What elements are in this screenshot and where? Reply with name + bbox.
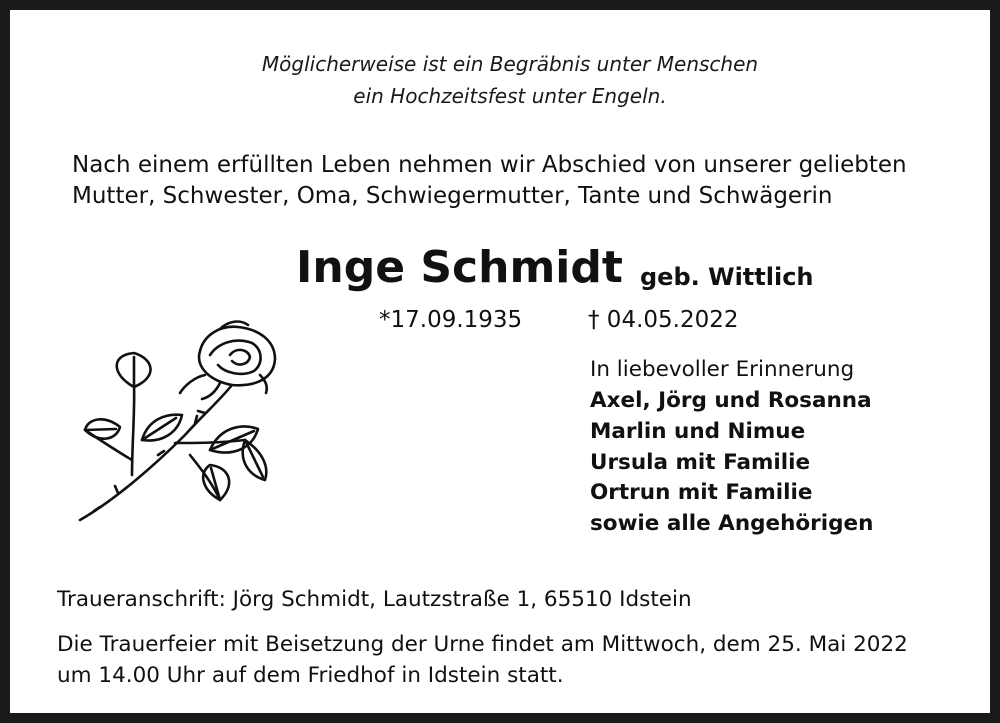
mourner-name: Axel, Jörg und Rosanna	[590, 388, 872, 413]
deceased-name: Inge Schmidt	[296, 242, 623, 293]
mourner-name: sowie alle Angehörigen	[590, 511, 874, 536]
quote-line-1: Möglicherweise ist ein Begräbnis unter Menschen	[261, 52, 759, 76]
intro-line-2: Mutter, Schwester, Oma, Schwiegermutter, Tante und Schwägerin	[72, 183, 833, 209]
ceremony-line-2: um 14.00 Uhr auf dem Friedhof in Idstein statt.	[57, 663, 564, 688]
mourners-heading: In liebevoller Erinnerung	[590, 357, 855, 382]
mourning-address: Traueranschrift: Jörg Schmidt, Lautzstraße 1, 65510 Idstein	[57, 587, 692, 612]
death-date: † 04.05.2022	[588, 307, 739, 333]
mourner-name: Marlin und Nimue	[590, 419, 806, 444]
rose-icon	[70, 315, 280, 530]
ceremony-line-1: Die Trauerfeier mit Beisetzung der Urne findet am Mittwoch, dem 25. Mai 2022	[57, 632, 908, 657]
mourner-name: Ursula mit Familie	[590, 450, 811, 475]
birth-date: *17.09.1935	[379, 307, 523, 333]
mourner-name: Ortrun mit Familie	[590, 480, 813, 505]
maiden-name: geb. Wittlich	[640, 263, 814, 291]
quote-line-2: ein Hochzeitsfest unter Engeln.	[353, 84, 667, 108]
intro-line-1: Nach einem erfüllten Leben nehmen wir Abschied von unserer geliebten	[72, 152, 907, 178]
